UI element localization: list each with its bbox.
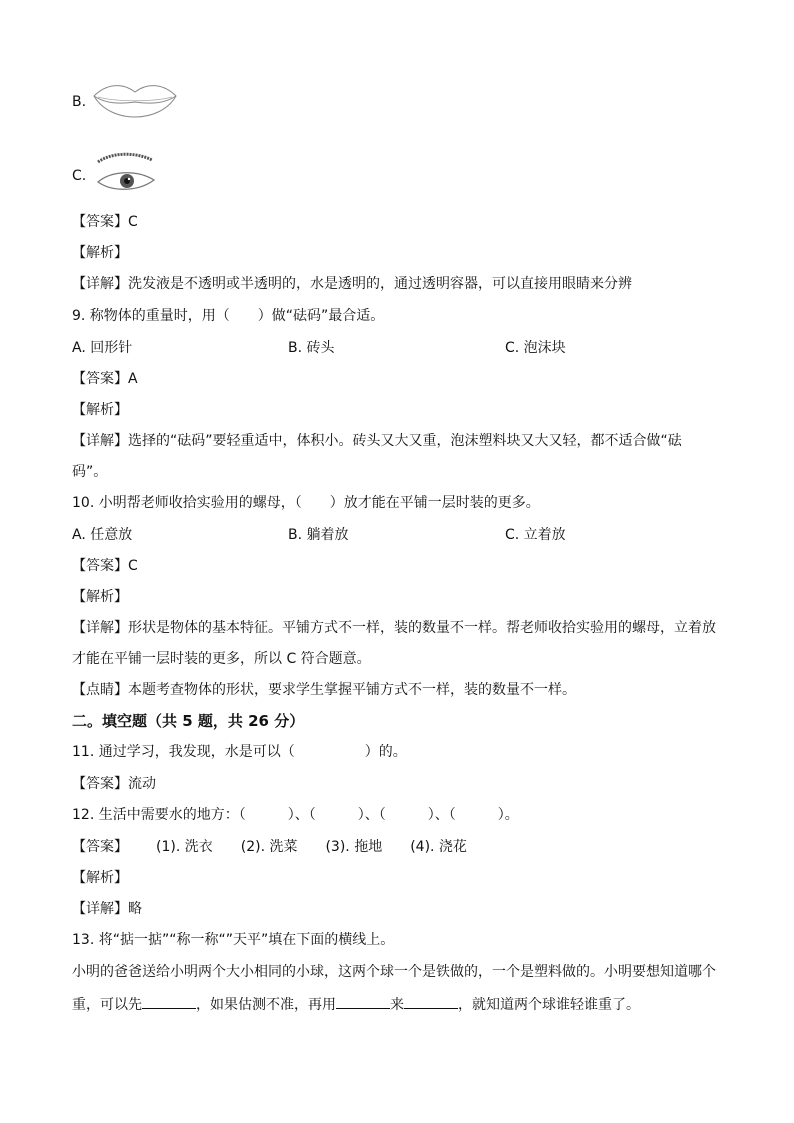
eye-icon: [94, 152, 158, 198]
q12-answer-1: (1). 洗衣: [156, 839, 213, 855]
blank-3[interactable]: [404, 994, 458, 1009]
q12-stem: 12. 生活中需要水的地方：（ ）、（ ）、（ ）、（ ）。: [72, 807, 519, 823]
q10-analysis: 【解析】: [72, 589, 128, 605]
q10-option-a: A. 任意放: [72, 527, 133, 543]
q11-answer: 【答案】流动: [72, 776, 156, 792]
blank-1[interactable]: [142, 994, 196, 1009]
q9-detail-line1: 【详解】选择的“砝码”要轻重适中，体积小。砖头又大又重，泡沫塑料块又大又轻，都不适合做“砝: [72, 433, 682, 449]
q12-analysis: 【解析】: [72, 870, 128, 886]
q12-answer-row: [72, 837, 467, 857]
q10-comment: 【点睛】本题考查物体的形状，要求学生掌握平铺方式不一样，装的数量不一样。: [72, 682, 576, 698]
q13-line2-d: ，就知道两个球谁轻谁重了。: [458, 997, 640, 1013]
blank-2[interactable]: [336, 994, 390, 1009]
q12-answer-label: 【答案】: [72, 839, 128, 855]
section-heading: 二。填空题（共 5 题，共 26 分）: [72, 712, 305, 730]
q13-stem: 13. 将“掂一掂”“称一称“”天平”填在下面的横线上。: [72, 932, 395, 948]
q12-answer-3: (3). 拖地: [325, 839, 383, 855]
q10-answer: 【答案】C: [72, 558, 138, 574]
q12-answer-4: (4). 浇花: [410, 839, 467, 855]
option-b-label: B.: [72, 94, 87, 110]
q10-stem: 10. 小明帮老师收拾实验用的螺母，（ ）放才能在平铺一层时装的更多。: [72, 495, 540, 511]
option-c-label: C.: [72, 168, 87, 184]
q13-line2-a: 重，可以先: [72, 997, 142, 1013]
q10-detail-line2: 才能在平铺一层时装的更多，所以 C 符合题意。: [72, 651, 371, 667]
q12-answer-2: (2). 洗菜: [240, 839, 298, 855]
q10-detail-line1: 【详解】形状是物体的基本特征。平铺方式不一样，装的数量不一样。帮老师收拾实验用的螺母，立着放: [72, 620, 716, 636]
q8-answer: 【答案】C: [72, 214, 138, 230]
q9-analysis: 【解析】: [72, 402, 128, 418]
q13-line2: [72, 994, 640, 1015]
q8-detail: 【详解】洗发液是不透明或半透明的，水是透明的，通过透明容器，可以直接用眼睛来分辨: [72, 276, 632, 292]
q13-line2-c: 来: [390, 997, 404, 1013]
q8-analysis: 【解析】: [72, 245, 128, 261]
q13-line2-b: ，如果估测不准，再用: [196, 997, 336, 1013]
lips-icon: [92, 82, 178, 128]
q11-stem: 11. 通过学习，我发现，水是可以（ ）的。: [72, 744, 407, 760]
q9-detail-line2: 码”。: [72, 464, 108, 480]
q10-option-c: C. 立着放: [505, 527, 566, 543]
q9-option-c: C. 泡沫块: [505, 340, 566, 356]
q13-line1: 小明的爸爸送给小明两个大小相同的小球，这两个球一个是铁做的，一个是塑料做的。小明要想知道哪个: [72, 964, 716, 980]
q9-option-b: B. 砖头: [288, 340, 335, 356]
q10-option-b: B. 躺着放: [288, 527, 349, 543]
q9-option-a: A. 回形针: [72, 340, 133, 356]
q9-answer: 【答案】A: [72, 371, 138, 387]
q9-stem: 9. 称物体的重量时，用（ ）做“砝码”最合适。: [72, 308, 385, 324]
q12-detail: 【详解】略: [72, 901, 142, 917]
